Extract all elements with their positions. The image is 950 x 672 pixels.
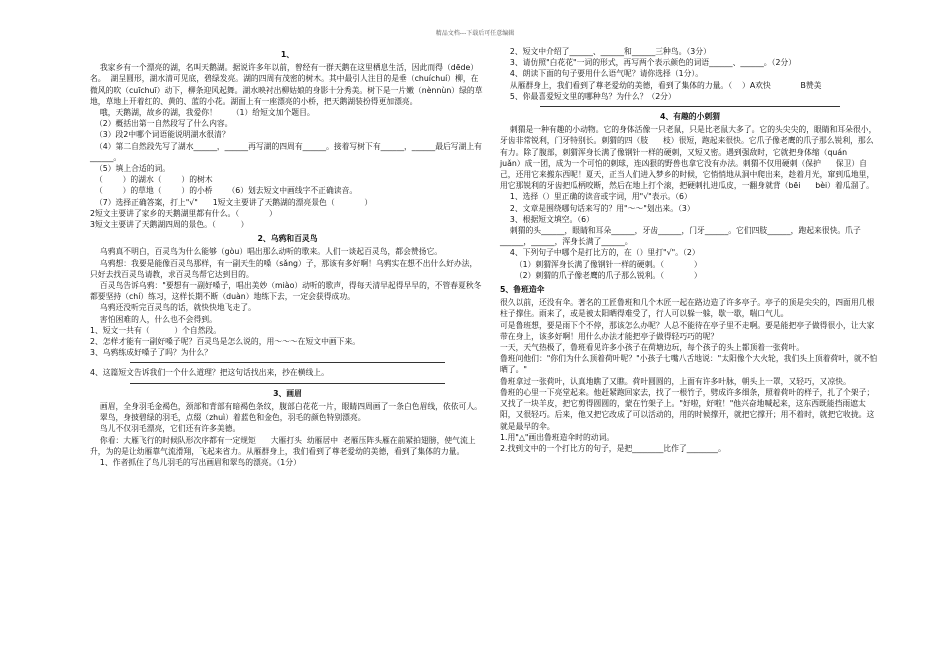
text-paragraph: 很久以前，还没有伞。著名的工匠鲁班和几个木匠一起在路边造了许多亭子。亭子的顶是尖尖的，四面用几根柱子撑住。雨来了，或是被太阳晒得难受了，行人可以躲一躲，歇一歇，喘口气儿。 <box>500 298 875 319</box>
text-paragraph: 你看：大雁飞行的时候队形次序都有一定规矩 大雁打头 幼雁居中 老雁压阵头雁在前紧拍翅膀，使气流上升，为的是让幼雁靠气流滑翔，飞起来省力。从雁群身上，我们看到了尊老爱幼的美德，看到了集体的力量。 <box>90 435 476 456</box>
answer-line <box>130 362 445 363</box>
text-paragraph: 我家乡有一个漂亮的湖，名叫天鹅湖。据说许多年以前，曾经有一群天鹅在这里栖息生活，因此而得（dēde）名。 湖呈圆形，湖水清可见底，碧绿发亮。湖的四周有茂密的树木。其中最引人注目的是垂（chuíchuí）柳，在微风的吹（cuīchuī）动下，柳条迎风起舞。湖水映衬出柳姑娘的身影十分秀美。树下是一片嫩（nènnùn）绿的草地，草地上开着红的、黄的、蓝的小花。湖面上有一座漂亮的小桥，把天鹅湖装扮得更加漂亮。 <box>90 63 483 106</box>
text-paragraph: 百灵鸟告诉乌鸦："要想有一副好嗓子，唱出美妙（miào）动听的歌声，得每天清早起得早早的，不管春夏秋冬都要坚持（chí）练习，这样长期不断（duàn）地练下去，一定会获得成功。 <box>90 281 482 302</box>
text-paragraph: （2）概括出第一自然段写了什么内容。 <box>90 119 233 129</box>
text-paragraph: 5、你最喜爱短文里的哪种鸟？为什么？（2分） <box>500 91 676 101</box>
text-paragraph: 2短文主要讲了家乡的天鹅湖里都有什么。（ ） <box>90 208 277 218</box>
text-paragraph: 1、作者抓住了鸟儿羽毛的写出画眉和翠鸟的漂亮。（1分） <box>90 457 301 467</box>
text-paragraph: 3短文主要讲了天鹅湖四周的景色。（ ） <box>90 220 249 230</box>
section-title: 3、画眉 <box>273 388 302 398</box>
section-title: 5、鲁班造伞 <box>500 285 545 295</box>
text-paragraph: （2）刺猬的爪子像老鹰的爪子那么锐利。（ ） <box>500 270 702 280</box>
page-header: 精品文档---下载后可任意编辑 <box>435 30 515 37</box>
answer-line <box>130 383 445 384</box>
text-paragraph: 从雁群身上，我们看到了尊老爱幼的美德，看到了集体的力量。（ ）A欢快 B赞美 <box>500 80 822 90</box>
text-paragraph: 4、下列句子中哪个是打比方的，在（）里打"√"。（2） <box>500 248 700 258</box>
text-paragraph: 刺猬是一种有趣的小动物。它的身体活像一只老鼠，只是比老鼠大多了。它的头尖尖的，眼睛和耳朵很小，牙齿非常锐利，门牙特别长。刺猬的四（肢 枝）很短，跑起来很快。它爪子像老鹰的爪子那么锐利，那么有力。除了腹部，刺猬浑身长满了像钢针一样的硬刺，又短又密。遇到强敌时，它就把身体缩（quán juǎn）成一团，成为一个可怕的刺球，连凶狠的野兽也拿它没有办法。刺猬不仅用硬刺（保护 保卫）自己，还用它来搬东西呢！夏天，正当人们进入梦乡的时候，它悄悄地从洞中爬出来，趁着月光，窜到瓜地里，用它那锐利的牙齿把瓜柄咬断，然后在地上打个滚，把硬刺扎进瓜皮，一翻身就背（bēi bèi）着瓜溜了。 <box>500 125 877 191</box>
text-paragraph: 一天，天气热极了，鲁班看见许多小孩子在荷塘边玩，每个孩子的头上都顶着一张荷叶。 <box>500 343 805 353</box>
right-column <box>500 46 880 454</box>
text-paragraph: 害怕困难的人，什么也不会得到。 <box>90 314 217 324</box>
text-paragraph: 2、文章是围绕哪句话来写的？用"～～"划出来。（3） <box>500 203 695 213</box>
text-paragraph: （3）段2中哪个词语能说明湖水很清？ <box>90 130 230 140</box>
left-column <box>90 46 485 468</box>
text-paragraph: 4、朗读下面的句子要用什么语气呢？请你选择（1分）。 <box>500 69 704 79</box>
answer-line <box>540 106 840 107</box>
text-paragraph: 3、请仿照"白花花"一词的形式，再写两个表示颜色的词语______、______。（2分） <box>500 58 797 68</box>
text-paragraph: 鲁班拿过一张荷叶，认真地瞧了又瞧。荷叶圆圆的，上面有许多叶脉，朝头上一罩，又轻巧，又凉快。 <box>500 376 851 386</box>
text-paragraph: 翠鸟，身披碧绿的羽毛，点缀（zhuì）着蓝色和金色，羽毛的颜色特别漂亮。 <box>90 413 366 423</box>
text-paragraph: 1.用"△"画出鲁班造伞时的动词。 <box>500 432 615 442</box>
text-paragraph: 可是鲁班想，要是雨下个不停，那该怎么办呢？人总不能待在亭子里不走啊。要是能把亭子做得很小，让大家带在身上，该多好啊！用什么办法才能把亭子做得轻巧巧的呢？ <box>500 320 875 341</box>
text-paragraph: （4）第二自然段先写了湖水______，______再写湖的四周有______。接着写树下有______，______最后写湖上有______。 <box>90 141 482 162</box>
text-paragraph: 2、短文中介绍了______、______和______三种鸟。（3分） <box>500 47 711 56</box>
text-paragraph: 1、短文一共有（ ）个自然段。 <box>90 325 222 335</box>
text-paragraph: 哦，天鹅湖，故乡的湖，我爱你！ （1）给短文加个题目。 <box>90 108 315 118</box>
text-paragraph: 2.找到文中的一个打比方的句子，是把________比作了________。 <box>500 443 726 453</box>
text-paragraph: 乌鸦想：我要是能像百灵鸟那样，有一副天生的嗓（sǎng）子，那该有多好啊！乌鸦实在想不出什么好办法，只好去找百灵鸟请教，求百灵鸟帮它达到目的。 <box>90 258 478 279</box>
text-paragraph: 1、选择（）里正确的读音或字词，用"√"表示。（6） <box>500 192 692 202</box>
text-paragraph: 乌鸦还没听完百灵鸟的话，就快快地飞走了。 <box>90 303 256 313</box>
text-paragraph: 4、这篇短文告诉我们一个什么道理？把这句话找出来，抄在横线上。 <box>90 368 329 378</box>
text-paragraph: （ ）的湖水（ ）的树木 <box>90 175 213 185</box>
text-paragraph: 3、乌鸦练成好嗓子了吗？为什么？ <box>90 348 212 358</box>
text-paragraph: 鲁班的心里一下亮堂起来。他赶紧跑回家去，找了一根竹子，劈成许多细条，照着荷叶的样子，扎了个架子；又找了一块羊皮，把它剪得圆圆的，蒙在竹架子上。"好啦，好啦！"他兴奋地喊起来，这东西既能挡雨遮太阳，又很轻巧。后来，他又把它改成了可以活动的，用的时候撑开，就把它撑开；用不着时，就把它收拢。这就是最早的伞。 <box>500 387 875 431</box>
section-title: 2、乌鸦和百灵鸟 <box>257 234 318 244</box>
text-paragraph: 刺猬的头______，眼睛和耳朵______，牙齿______，门牙______。它们四肢______，跑起来很快。爪子______，______，浑身长满了______。 <box>500 226 861 247</box>
text-paragraph: 鸟儿不仅羽毛漂亮，它们还有许多美德。 <box>90 424 241 434</box>
text-paragraph: 乌鸦真不明白，百灵鸟为什么能够（gòu）唱出那么动听的歌来。人们一谈起百灵鸟，都会赞扬它。 <box>90 247 443 257</box>
text-paragraph: （7）选择正确答案，打上"√" 1短文主要讲了天鹅湖的漂亮景色（ ） <box>90 197 373 207</box>
text-paragraph: 2、怎样才能有一副好嗓子呢？百灵鸟是怎么说的，用～～～在短文中画下来。 <box>90 337 361 347</box>
text-paragraph: （1）刺猬浑身长满了像钢针一样的硬刺。（ ） <box>500 259 702 269</box>
section-title: 4、有趣的小刺猬 <box>659 112 720 122</box>
text-paragraph: 画眉，全身羽毛金褐色，颈部和背部有暗褐色条纹，腹部白花花一片，眼睛四周画了一条白色眉线，依依可人。 <box>90 401 482 411</box>
section-title: 1、 <box>280 50 295 59</box>
text-paragraph: 鲁班问他们："你们为什么顶着荷叶呢？"小孩子七嘴八舌地说："太阳像个大火轮，我们头上顶着荷叶，就不怕晒了。" <box>500 354 878 375</box>
text-paragraph: （ ）的草地（ ）的小桥 （6）划去短文中画线字不正确读音。 <box>90 186 358 196</box>
text-paragraph: （5）填上合适的词。 <box>90 164 171 174</box>
text-paragraph: 3、根据短文填空。（6） <box>500 214 594 224</box>
